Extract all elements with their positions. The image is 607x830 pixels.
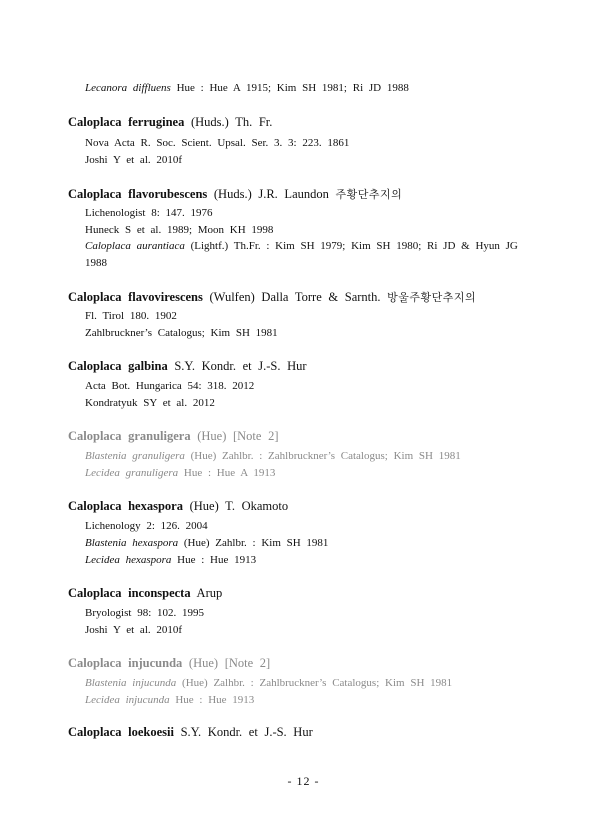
taxon-name: Caloplaca hexaspora xyxy=(68,499,183,513)
synonym-name: Lecidea granuligera xyxy=(85,467,179,479)
taxon-author: (Hue) T. Okamoto xyxy=(182,499,289,513)
synonym-citation: (Lightf.) Th.Fr. : Kim SH 1979; Kim SH 1980; Ri JD & Hyun JG xyxy=(184,240,518,252)
reference-line: Bryologist 98: 102. 1995 xyxy=(85,607,205,619)
taxon-heading xyxy=(68,725,313,740)
reference-line: Acta Bot. Hungarica 54: 318. 2012 xyxy=(85,380,255,392)
reference-line: Fl. Tirol 180. 1902 xyxy=(85,310,177,322)
synonym-line xyxy=(85,450,461,462)
synonym-citation: (Hue) Zahlbr. : Kim SH 1981 xyxy=(178,537,329,549)
synonym-line xyxy=(85,537,328,549)
taxon-heading xyxy=(68,289,476,305)
synonym-name: Lecidea hexaspora xyxy=(85,554,172,566)
taxon-author: (Hue) [Note 2] xyxy=(182,656,271,670)
page-number: - 12 - xyxy=(287,774,320,788)
reference-line: Kondratyuk SY et al. 2012 xyxy=(85,397,215,409)
synonym-name: Lecanora diffluens xyxy=(85,82,171,94)
synonym-name: Blastenia hexaspora xyxy=(85,537,179,549)
taxon-heading xyxy=(68,186,402,202)
synonym-name: Caloplaca aurantiaca xyxy=(85,240,185,252)
reference-line: Joshi Y et al. 2010f xyxy=(85,624,183,636)
synonym-line xyxy=(85,554,256,566)
synonym-citation: (Hue) Zahlbr. : Zahlbruckner’s Catalogus; Kim SH 1981 xyxy=(184,450,461,462)
synonym-citation: Hue : Hue A 1915; Kim SH 1981; Ri JD 1988 xyxy=(170,82,409,94)
taxon-author: (Huds.) J.R. Laundon xyxy=(207,187,336,201)
reference-line: Zahlbruckner’s Catalogus; Kim SH 1981 xyxy=(85,327,278,339)
reference-line: Lichenology 2: 126. 2004 xyxy=(85,520,208,532)
taxon-name: Caloplaca flavovirescens xyxy=(68,290,203,304)
taxon-heading xyxy=(68,586,222,601)
synonym-citation: Hue : Hue A 1913 xyxy=(178,467,276,479)
synonym-line xyxy=(85,467,275,479)
taxon-name: Caloplaca flavorubescens xyxy=(68,187,208,201)
synonym-line xyxy=(85,677,452,689)
taxon-author: (Huds.) Th. Fr. xyxy=(184,115,273,129)
synonym-line xyxy=(85,240,518,252)
synonym-citation: Hue : Hue 1913 xyxy=(171,554,257,566)
synonym-citation: Hue : Hue 1913 xyxy=(169,694,255,706)
synonym-line xyxy=(85,694,254,706)
synonym-name: Blastenia granuligera xyxy=(85,450,185,462)
reference-line: Huneck S et al. 1989; Moon KH 1998 xyxy=(85,224,274,236)
taxon-author: S.Y. Kondr. et J.-S. Hur xyxy=(167,359,307,373)
taxon-author: S.Y. Kondr. et J.-S. Hur xyxy=(173,725,313,739)
taxon-name: Caloplaca loekoesii xyxy=(68,725,174,739)
taxon-heading xyxy=(68,115,272,130)
taxon-name: Caloplaca ferruginea xyxy=(68,115,185,129)
korean-name: 방울주황단추지의 xyxy=(387,291,477,304)
korean-name: 주황단추지의 xyxy=(335,188,403,201)
taxon-name: Caloplaca injucunda xyxy=(68,656,183,670)
taxon-author: (Hue) [Note 2] xyxy=(190,429,279,443)
reference-line: Nova Acta R. Soc. Scient. Upsal. Ser. 3. 3: 223. 1861 xyxy=(85,137,350,149)
taxon-author: (Wulfen) Dalla Torre & Sarnth. xyxy=(202,290,388,304)
reference-line: Lichenologist 8: 147. 1976 xyxy=(85,207,213,219)
taxon-heading xyxy=(68,429,279,444)
taxon-name: Caloplaca galbina xyxy=(68,359,168,373)
taxon-name: Caloplaca granuligera xyxy=(68,429,191,443)
taxon-author: Arup xyxy=(190,586,223,600)
reference-line: Joshi Y et al. 2010f xyxy=(85,154,183,166)
synonym-name: Lecidea injucunda xyxy=(85,694,170,706)
taxon-heading xyxy=(68,499,288,514)
synonym-line xyxy=(85,82,409,94)
synonym-citation: (Hue) Zalhbr. : Zahlbruckner’s Catalogus; Kim SH 1981 xyxy=(176,677,453,689)
taxon-name: Caloplaca inconspecta xyxy=(68,586,191,600)
taxon-heading xyxy=(68,359,307,374)
taxon-heading xyxy=(68,656,270,671)
synonym-name: Blastenia injucunda xyxy=(85,677,177,689)
reference-line: 1988 xyxy=(85,257,107,269)
